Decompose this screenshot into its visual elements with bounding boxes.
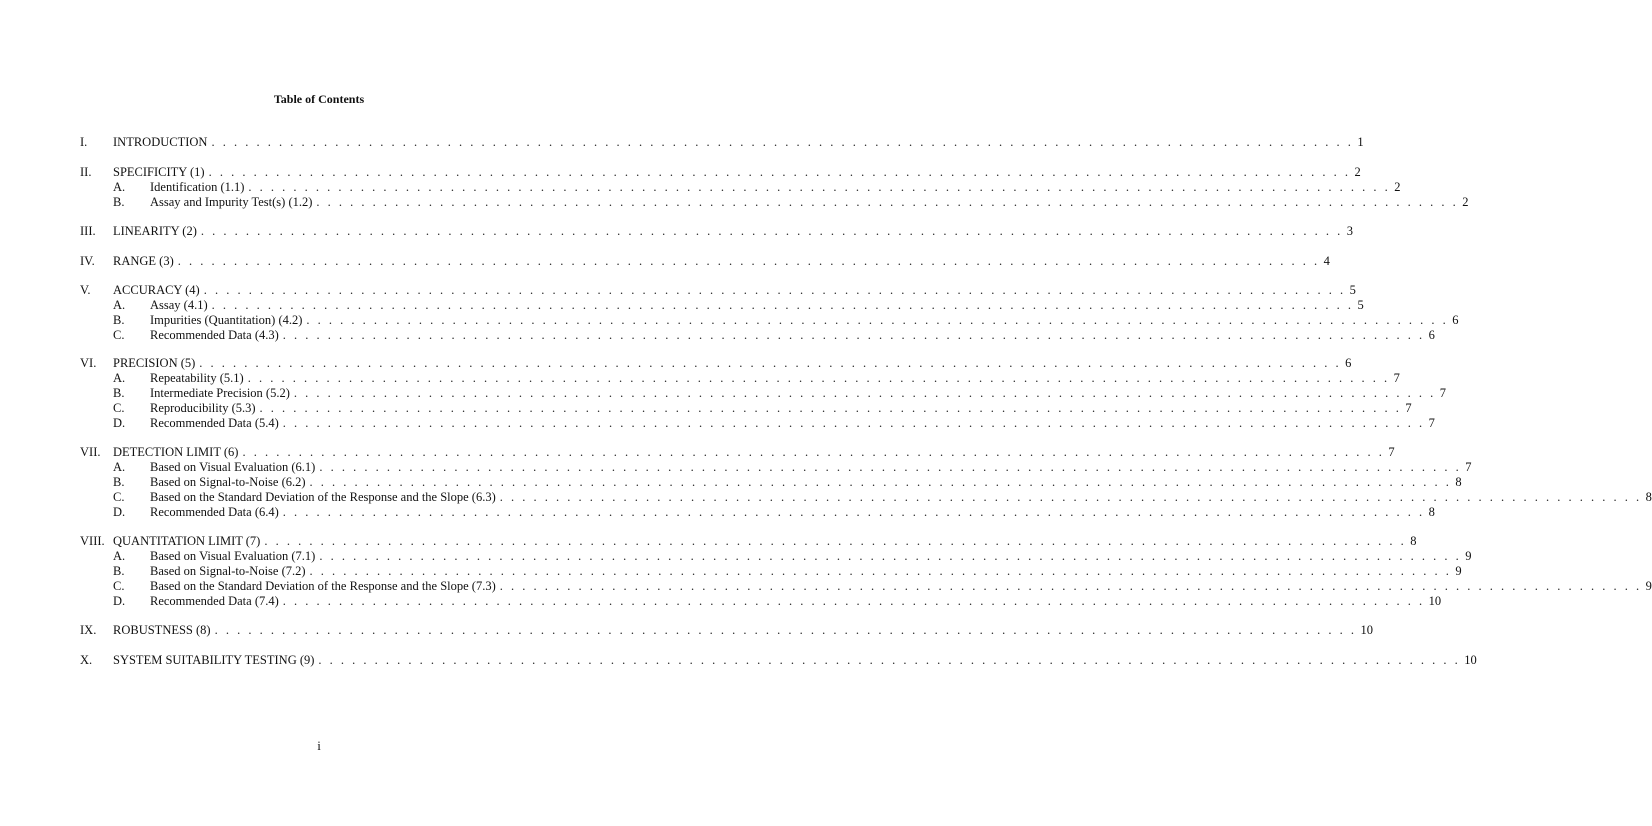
toc-entry-introduction[interactable] [80,134,1364,150]
page-footer-number: i [317,738,321,753]
toc-entry-accuracy[interactable] [80,282,1356,298]
page-number: 6 [1345,356,1352,370]
subsection-letter: B. [113,313,125,327]
toc-entry-robustness[interactable] [80,622,1373,638]
section-number: IV. [80,254,95,268]
subsection-title: Assay (4.1) [150,298,208,312]
page-number: 8 [1410,534,1417,548]
subsection-letter: B. [113,475,125,489]
subsection-title: Based on Signal-to-Noise (7.2) [150,564,306,578]
toc-subentry-signal-to-noise-ql[interactable] [113,563,1462,579]
toc-subentry-recommended-data-dl[interactable] [113,504,1435,520]
dot-leader: . . . . . . . . . . . . . . . . . . . . . . . . . . . . . . . . . . . . . . . . . . . . . . . . . . . . . . . . . . . . . . . . . . . . . . . . . . . . . . . . . . . . . . . . . . . . . . . . . . . . . . [200,224,1343,238]
page-number: 5 [1357,298,1364,312]
toc-entry-precision[interactable] [80,355,1352,371]
subsection-title: Recommended Data (7.4) [150,594,279,608]
subsection-title: Recommended Data (5.4) [150,416,279,430]
toc-subentry-reproducibility[interactable] [113,400,1412,416]
subsection-title: Recommended Data (4.3) [150,328,279,342]
page-number: 7 [1465,460,1472,474]
page-number: 9 [1465,549,1472,563]
page-number: 2 [1394,180,1401,194]
dot-leader: . . . . . . . . . . . . . . . . . . . . . . . . . . . . . . . . . . . . . . . . . . . . . . . . . . . . . . . . . . . . . . . . . . . . . . . . . . . . . . . . . . . . . . . . . . . . . . . . . . . . . . [242,445,1385,459]
dot-leader: . . . . . . . . . . . . . . . . . . . . . . . . . . . . . . . . . . . . . . . . . . . . . . . . . . . . . . . . . . . . . . . . . . . . . . . . . . . . . . . . . . . . . . . . . . . . . . . . . . . . . . [318,653,1461,667]
subsection-title: Assay and Impurity Test(s) (1.2) [150,195,313,209]
subsection-letter: C. [113,401,125,415]
toc-entry-specificity[interactable] [80,164,1361,180]
page-number: 5 [1349,283,1356,297]
page-number: 3 [1346,224,1354,238]
subsection-letter: D. [113,416,126,430]
subsection-title: Intermediate Precision (5.2) [150,386,290,400]
dot-leader: . . . . . . . . . . . . . . . . . . . . . . . . . . . . . . . . . . . . . . . . . . . . . . . . . . . . . . . . . . . . . . . . . . . . . . . . . . . . . . . . . . . . . . . . . . . . . . . . . . . . . . [203,283,1346,297]
section-title: SYSTEM SUITABILITY TESTING (9) [113,653,315,667]
toc-subentry-identification[interactable] [113,179,1401,195]
dot-leader: . . . . . . . . . . . . . . . . . . . . . . . . . . . . . . . . . . . . . . . . . . . . . . . . . . . . . . . . . . . . . . . . . . . . . . . . . . . . . . . . . . . . . . . . . . . . . . . . . . . . . . [316,195,1459,209]
dot-leader: . . . . . . . . . . . . . . . . . . . . . . . . . . . . . . . . . . . . . . . . . . . . . . . . . . . . . . . . . . . . . . . . . . . . . . . . . . . . . . . . . . . . . . . . . . . . . . . . . . . . . . [309,475,1452,489]
dot-leader: . . . . . . . . . . . . . . . . . . . . . . . . . . . . . . . . . . . . . . . . . . . . . . . . . . . . . . . . . . . . . . . . . . . . . . . . . . . . . . . . . . . . . . . . . . . . . . . . . . . . . . [247,371,1390,385]
subsection-title: Based on the Standard Deviation of the Response and the Slope (7.3) [150,579,496,593]
section-number: X. [80,653,93,667]
toc-entry-detection-limit[interactable] [80,444,1395,460]
page-title: Table of Contents [273,92,365,106]
section-number: VIII. [80,534,105,548]
page-number: 9 [1645,579,1652,593]
dot-leader: . . . . . . . . . . . . . . . . . . . . . . . . . . . . . . . . . . . . . . . . . . . . . . . . . . . . . . . . . . . . . . . . . . . . . . . . . . . . . . . . . . . . . . . . . . . . . . . . . . . . . . [214,623,1357,637]
subsection-letter: B. [113,195,125,209]
section-number: I. [80,135,88,149]
dot-leader: . . . . . . . . . . . . . . . . . . . . . . . . . . . . . . . . . . . . . . . . . . . . . . . . . . . . . . . . . . . . . . . . . . . . . . . . . . . . . . . . . . . . . . . . . . . . . . . . . . . . . . [282,594,1425,608]
page-number: 10 [1428,594,1442,608]
toc-subentry-impurities[interactable] [113,312,1459,328]
subsection-letter: D. [113,594,126,608]
page-number: 1 [1357,135,1364,149]
subsection-letter: A. [113,460,126,474]
subsection-letter: D. [113,505,126,519]
subsection-title: Based on the Standard Deviation of the Response and the Slope (6.3) [150,490,496,504]
dot-leader: . . . . . . . . . . . . . . . . . . . . . . . . . . . . . . . . . . . . . . . . . . . . . . . . . . . . . . . . . . . . . . . . . . . . . . . . . . . . . . . . . . . . . . . . . . . . . . . . . . . . . . [264,534,1407,548]
subsection-title: Based on Visual Evaluation (7.1) [150,549,316,563]
section-number: VII. [80,445,101,459]
toc-subentry-assay[interactable] [113,297,1364,313]
subsection-letter: B. [113,564,125,578]
dot-leader: . . . . . . . . . . . . . . . . . . . . . . . . . . . . . . . . . . . . . . . . . . . . . . . . . . . . . . . . . . . . . . . . . . . . . . . . . . . . . . . . . . . . . . . . . . . . . . . . . . . . . . [293,386,1436,400]
page-number: 7 [1388,445,1395,459]
section-title: QUANTITATION LIMIT (7) [113,534,261,548]
subsection-title: Recommended Data (6.4) [150,505,279,519]
subsection-title: Based on Signal-to-Noise (6.2) [150,475,306,489]
section-title: DETECTION LIMIT (6) [113,445,239,459]
section-number: VI. [80,356,97,370]
toc-subentry-repeatability[interactable] [113,370,1400,386]
subsection-letter: A. [113,180,126,194]
page-number: 6 [1452,313,1459,327]
dot-leader: . . . . . . . . . . . . . . . . . . . . . . . . . . . . . . . . . . . . . . . . . . . . . . . . . . . . . . . . . . . . . . . . . . . . . . . . . . . . . . . . . . . . . . . . . . . . . . . . . . . . . . [211,298,1354,312]
toc-subentry-visual-evaluation-dl[interactable] [113,459,1472,475]
page-number: 7 [1439,386,1447,400]
page-number: 8 [1645,490,1652,504]
dot-leader: . . . . . . . . . . . . . . . . . . . . . . . . . . . . . . . . . . . . . . . . . . . . . . . . . . . . . . . . . . . . . . . . . . . . . . . . . . . . . . . . . . . . . . . . . . . . . . . . . . . . . . [306,313,1449,327]
subsection-title: Based on Visual Evaluation (6.1) [150,460,316,474]
section-number: II. [80,165,92,179]
toc-subentry-assay-impurity[interactable] [113,194,1469,210]
toc-subentry-signal-to-noise-dl[interactable] [113,474,1462,490]
toc-entry-system-suitability[interactable] [80,652,1477,668]
subsection-title: Repeatability (5.1) [150,371,244,385]
section-title: PRECISION (5) [113,356,196,370]
toc-subentry-standard-deviation-dl[interactable] [113,489,1652,505]
dot-leader: . . . . . . . . . . . . . . . . . . . . . . . . . . . . . . . . . . . . . . . . . . . . . . . . . . . . . . . . . . . . . . . . . . . . . . . . . . . . . . . . . . . . . . . . . . . . . . . . . . . . . . [248,180,1391,194]
section-number: III. [80,224,96,238]
toc-entry-linearity[interactable] [80,223,1354,239]
page-number: 9 [1455,564,1462,578]
dot-leader: . . . . . . . . . . . . . . . . . . . . . . . . . . . . . . . . . . . . . . . . . . . . . . . . . . . . . . . . . . . . . . . . . . . . . . . . . . . . . . . . . . . . . . . . . . . . . . . . . . . . . . [208,165,1351,179]
subsection-title: Identification (1.1) [150,180,245,194]
dot-leader: . . . . . . . . . . . . . . . . . . . . . . . . . . . . . . . . . . . . . . . . . . . . . . . . . . . . . . . . . . . . . . . . . . . . . . . . . . . . . . . . . . . . . . . . . . . . . . . . . . . . . . [319,460,1462,474]
page-number: 2 [1354,165,1361,179]
subsection-letter: A. [113,549,126,563]
toc-entry-quantitation-limit[interactable] [80,533,1417,549]
subsection-letter: A. [113,371,126,385]
toc-subentry-recommended-data-ql[interactable] [113,593,1442,609]
toc-entry-range[interactable] [80,253,1330,269]
dot-leader: . . . . . . . . . . . . . . . . . . . . . . . . . . . . . . . . . . . . . . . . . . . . . . . . . . . . . . . . . . . . . . . . . . . . . . . . . . . . . . . . . . . . . . . . . . . . . . . . . . . . . . [282,328,1425,342]
dot-leader: . . . . . . . . . . . . . . . . . . . . . . . . . . . . . . . . . . . . . . . . . . . . . . . . . . . . . . . . . . . . . . . . . . . . . . . . . . . . . . . . . . . . . . . . . . . . . . . . . . . . . . [319,549,1462,563]
section-title: SPECIFICITY (1) [113,165,205,179]
section-title: INTRODUCTION [113,135,208,149]
toc-subentry-visual-evaluation-ql[interactable] [113,548,1472,564]
subsection-letter: C. [113,490,125,504]
toc-subentry-standard-deviation-ql[interactable] [113,578,1652,594]
dot-leader: . . . . . . . . . . . . . . . . . . . . . . . . . . . . . . . . . . . . . . . . . . . . . . . . . . . . . . . . . . . . . . . . . . . . . . . . . . . . . . . . . . . . . . . . . . . . . . . . . . . . . . [177,254,1320,268]
section-title: ACCURACY (4) [113,283,200,297]
dot-leader: . . . . . . . . . . . . . . . . . . . . . . . . . . . . . . . . . . . . . . . . . . . . . . . . . . . . . . . . . . . . . . . . . . . . . . . . . . . . . . . . . . . . . . . . . . . . . . . . . . . . . . [499,579,1642,593]
section-title: RANGE (3) [113,254,174,268]
subsection-letter: A. [113,298,126,312]
dot-leader: . . . . . . . . . . . . . . . . . . . . . . . . . . . . . . . . . . . . . . . . . . . . . . . . . . . . . . . . . . . . . . . . . . . . . . . . . . . . . . . . . . . . . . . . . . . . . . . . . . . . . . [282,505,1425,519]
section-title: ROBUSTNESS (8) [113,623,211,637]
page-number: 10 [1360,623,1373,637]
page-number: 7 [1428,416,1435,430]
dot-leader: . . . . . . . . . . . . . . . . . . . . . . . . . . . . . . . . . . . . . . . . . . . . . . . . . . . . . . . . . . . . . . . . . . . . . . . . . . . . . . . . . . . . . . . . . . . . . . . . . . . . . . [211,135,1354,149]
subsection-title: Reproducibility (5.3) [150,401,256,415]
section-title: LINEARITY (2) [113,224,197,238]
toc-subentry-recommended-data-accuracy[interactable] [113,327,1435,343]
subsection-letter: C. [113,328,125,342]
toc-subentry-recommended-data-precision[interactable] [113,415,1435,431]
section-number: IX. [80,623,97,637]
dot-leader: . . . . . . . . . . . . . . . . . . . . . . . . . . . . . . . . . . . . . . . . . . . . . . . . . . . . . . . . . . . . . . . . . . . . . . . . . . . . . . . . . . . . . . . . . . . . . . . . . . . . . . [199,356,1342,370]
page-number: 10 [1464,653,1477,667]
toc-subentry-intermediate-precision[interactable] [113,385,1447,401]
page-number: 8 [1428,505,1435,519]
dot-leader: . . . . . . . . . . . . . . . . . . . . . . . . . . . . . . . . . . . . . . . . . . . . . . . . . . . . . . . . . . . . . . . . . . . . . . . . . . . . . . . . . . . . . . . . . . . . . . . . . . . . . . [309,564,1452,578]
page-number: 6 [1428,328,1435,342]
subsection-letter: B. [113,386,125,400]
dot-leader: . . . . . . . . . . . . . . . . . . . . . . . . . . . . . . . . . . . . . . . . . . . . . . . . . . . . . . . . . . . . . . . . . . . . . . . . . . . . . . . . . . . . . . . . . . . . . . . . . . . . . . [259,401,1402,415]
page-number: 4 [1323,254,1330,268]
dot-leader: . . . . . . . . . . . . . . . . . . . . . . . . . . . . . . . . . . . . . . . . . . . . . . . . . . . . . . . . . . . . . . . . . . . . . . . . . . . . . . . . . . . . . . . . . . . . . . . . . . . . . . [282,416,1425,430]
subsection-letter: C. [113,579,125,593]
page-number: 8 [1455,475,1462,489]
page-number: 2 [1462,195,1469,209]
subsection-title: Impurities (Quantitation) (4.2) [150,313,303,327]
page-number: 7 [1393,371,1400,385]
page-number: 7 [1405,401,1412,415]
dot-leader: . . . . . . . . . . . . . . . . . . . . . . . . . . . . . . . . . . . . . . . . . . . . . . . . . . . . . . . . . . . . . . . . . . . . . . . . . . . . . . . . . . . . . . . . . . . . . . . . . . . . . . [499,490,1642,504]
section-number: V. [80,283,91,297]
